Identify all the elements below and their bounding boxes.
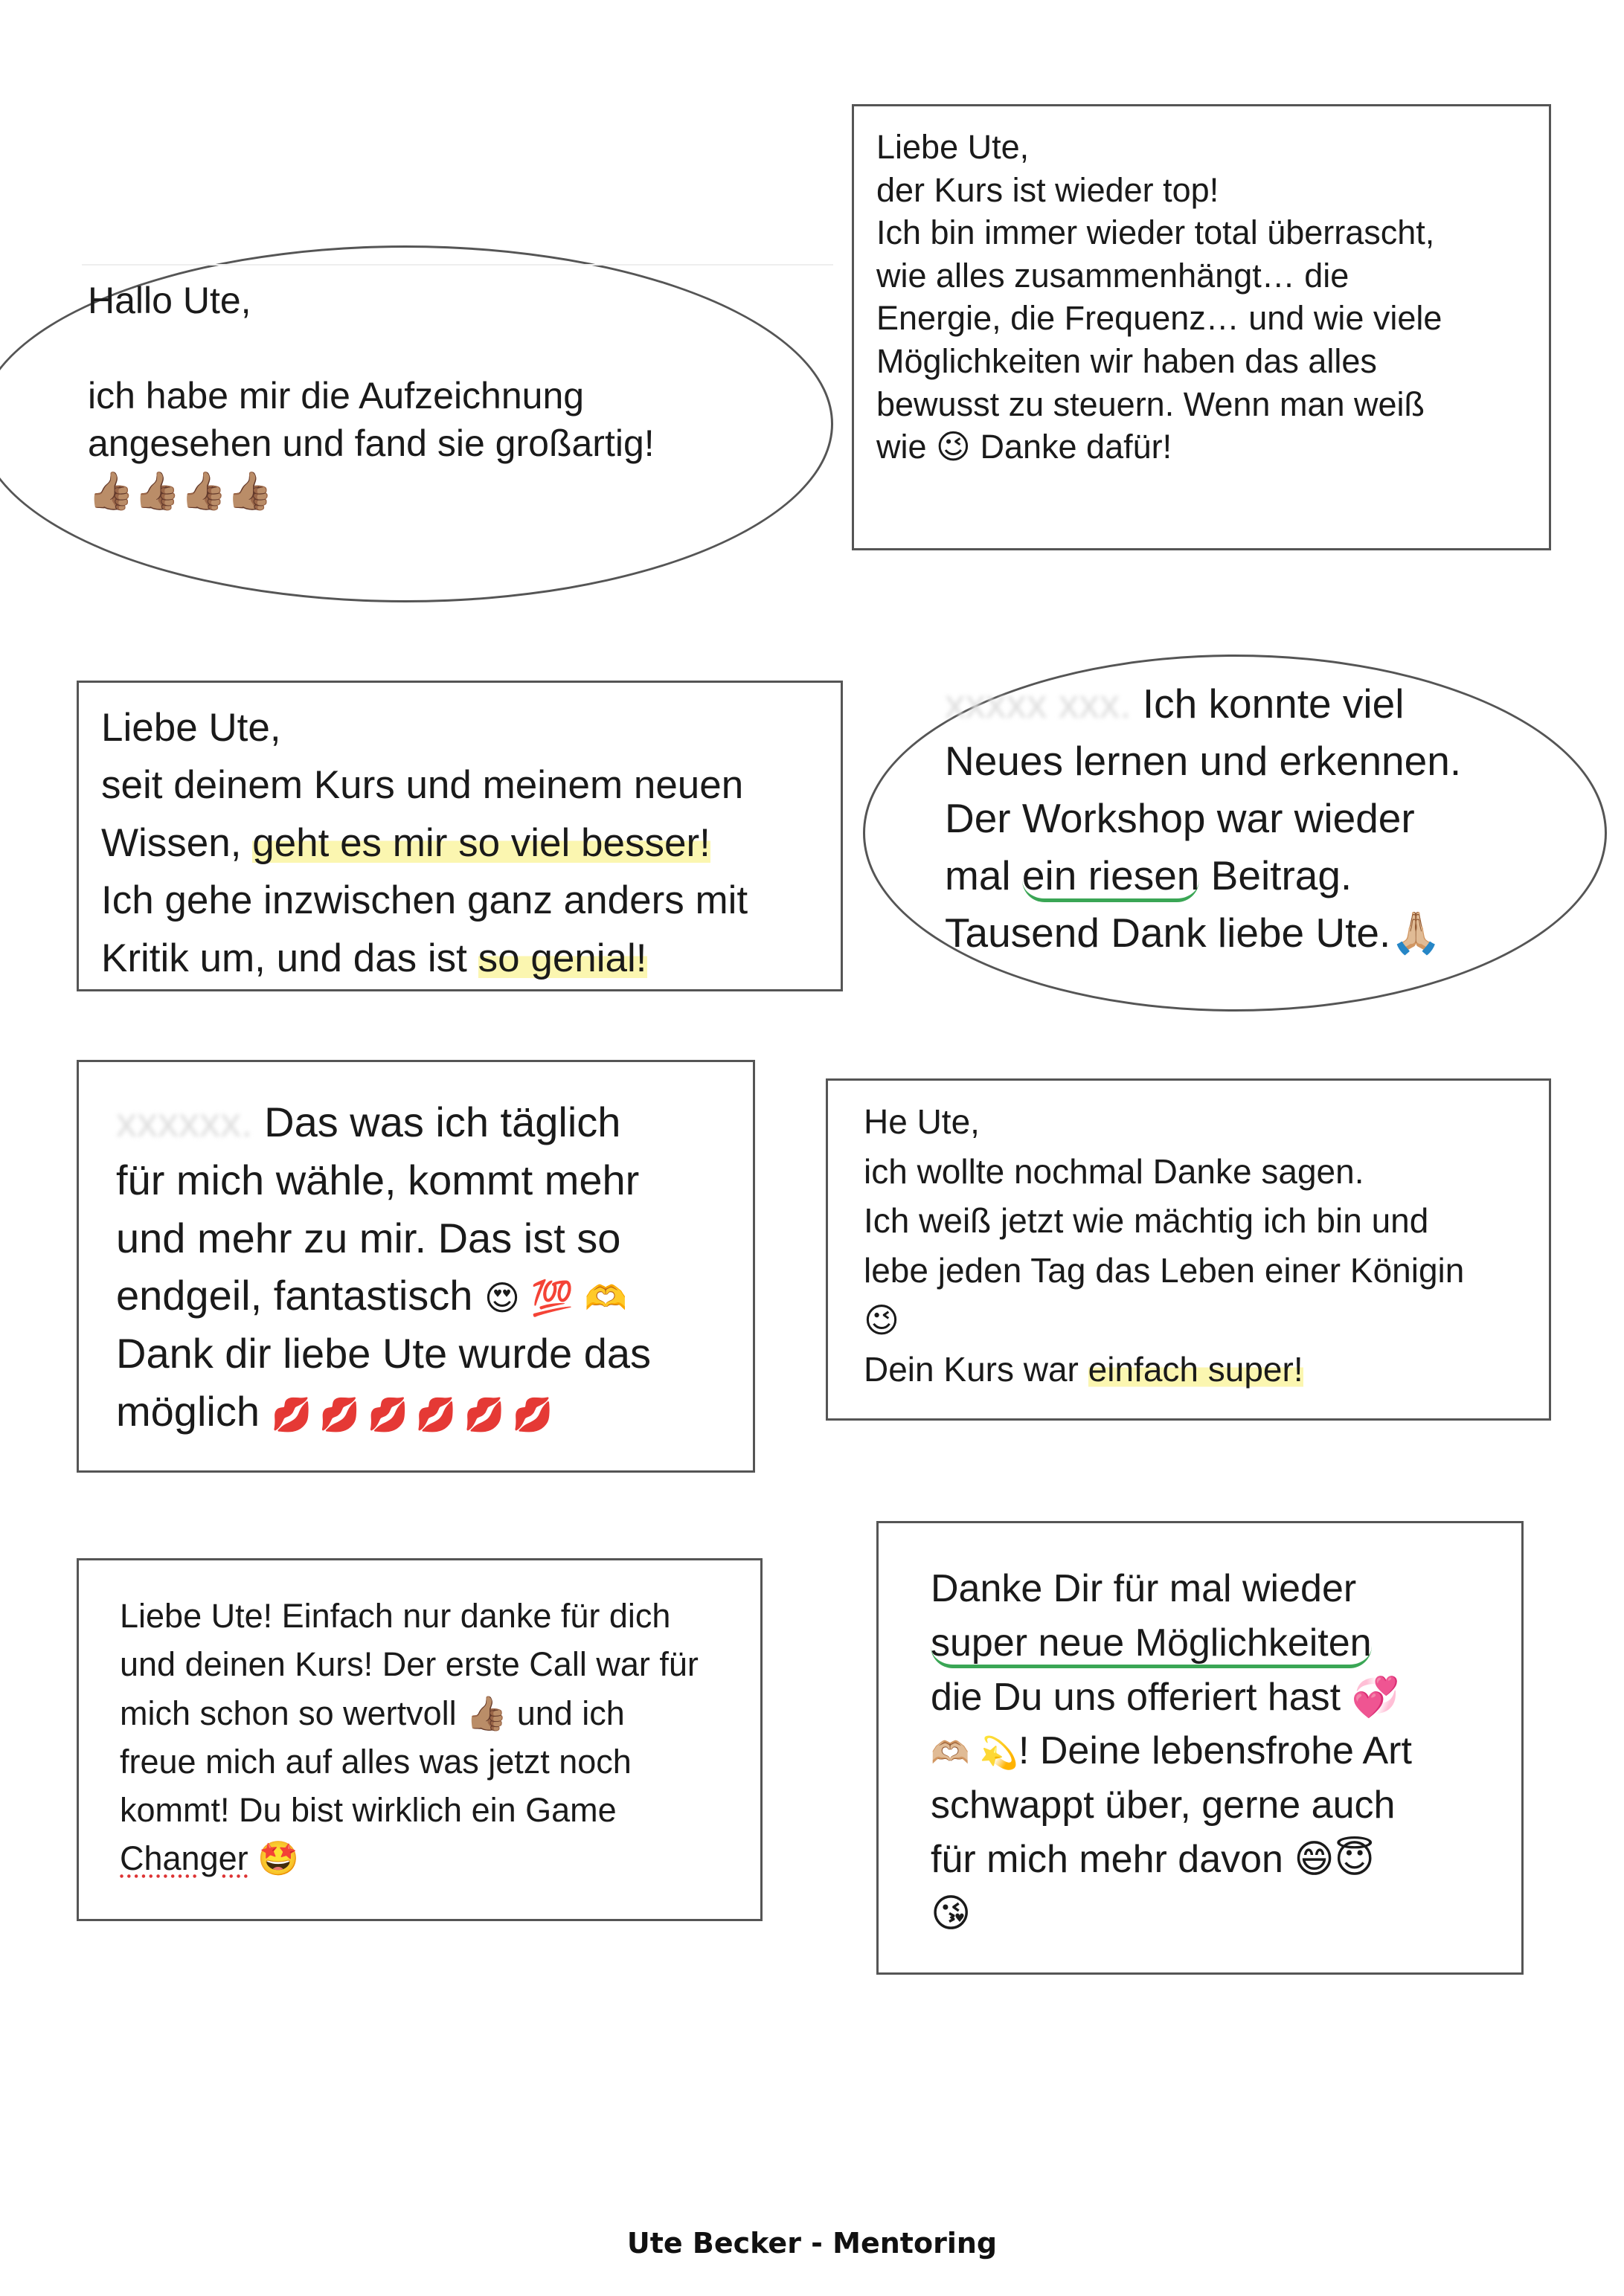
testimonial-line: schwappt über, gerne auch xyxy=(931,1784,1396,1827)
testimonial-line: Neues lernen und erkennen. xyxy=(945,738,1462,784)
heart-eyes-icon: 😍 💯 🫶 xyxy=(484,1278,627,1319)
testimonial-line: und deinen Kurs! Der erste Call war für xyxy=(120,1645,699,1684)
testimonial-line: He Ute, xyxy=(864,1102,980,1141)
testimonial-card-4 xyxy=(863,655,1607,1012)
smile-angel-icon: 😄😇 xyxy=(1294,1836,1375,1882)
redacted-name: xxxxx xxx. xyxy=(945,681,1132,727)
testimonial-line: Kritik um, und das ist so genial! xyxy=(101,936,647,980)
testimonial-line: Wissen, geht es mir so viel besser! xyxy=(101,820,710,865)
testimonial-line: für mich wähle, kommt mehr xyxy=(116,1156,640,1203)
testimonial-line: Energie, die Frequenz… und wie viele xyxy=(876,299,1442,338)
testimonial-line: Dank dir liebe Ute wurde das xyxy=(116,1330,652,1377)
testimonial-card-6 xyxy=(826,1078,1551,1421)
testimonial-card-7 xyxy=(77,1558,763,1921)
testimonial-line: Der Workshop war wieder xyxy=(945,795,1415,841)
testimonial-line: kommt! Du bist wirklich ein Game xyxy=(120,1791,617,1829)
spellcheck-underline: Changer xyxy=(120,1839,248,1878)
kiss-mark-icon: 💋💋💋💋💋💋 xyxy=(271,1396,561,1435)
testimonial-line: Liebe Ute, xyxy=(101,706,281,750)
testimonial-line xyxy=(931,1616,1412,1670)
testimonial-line: Dein Kurs war einfach super! xyxy=(864,1350,1303,1389)
testimonial-card-5 xyxy=(77,1060,755,1473)
testimonial-line: Liebe Ute, xyxy=(876,128,1030,166)
divider xyxy=(82,264,833,266)
testimonial-line: ich habe mir die Aufzeichnung xyxy=(88,375,585,417)
testimonial-line: xxxxx xxx. Ich konnte viel xyxy=(945,681,1405,727)
praying-hands-icon: 🙏🏼 xyxy=(1390,909,1442,956)
testimonial-line: Liebe Ute! Einfach nur danke für dich xyxy=(120,1597,671,1635)
testimonial-card-2 xyxy=(852,104,1551,550)
redacted-name: xxxxxx. xyxy=(116,1099,253,1145)
testimonial-line: mal ein riesen Beitrag. xyxy=(945,847,1461,904)
testimonial-line: wie 😉 Danke dafür! xyxy=(876,427,1172,467)
testimonial-line xyxy=(88,324,655,372)
wink-icon: 😉 xyxy=(936,427,971,467)
testimonial-line: endgeil, fantastisch 😍 💯 🫶 xyxy=(116,1272,627,1319)
highlight: geht es mir so viel besser! xyxy=(252,820,710,865)
testimonial-line: lebe jeden Tag das Leben einer Königin xyxy=(864,1251,1465,1290)
wink-icon: 😉 xyxy=(864,1299,899,1340)
testimonial-line: Ich bin immer wieder total überrascht, xyxy=(876,213,1435,252)
green-underline: super neue Möglichkeiten xyxy=(931,1621,1372,1668)
testimonial-line: Tausend Dank liebe Ute.🙏🏼 xyxy=(945,909,1442,956)
heart-hands-icon: 🫶🏼 💫 xyxy=(931,1734,1018,1772)
testimonial-line: 🫶🏼 💫! Deine lebensfrohe Art xyxy=(931,1729,1412,1773)
testimonial-line: Hallo Ute, xyxy=(88,280,251,321)
testimonial-line: freue mich auf alles was jetzt noch xyxy=(120,1742,632,1781)
testimonial-line: Möglichkeiten wir haben das alles xyxy=(876,341,1377,380)
testimonial-line: wie alles zusammenhängt… die xyxy=(876,256,1349,295)
highlight: so genial! xyxy=(478,936,647,980)
testimonial-line: Ich weiß jetzt wie mächtig ich bin und xyxy=(864,1201,1429,1241)
revolving-hearts-icon: 💞 xyxy=(1351,1674,1400,1720)
testimonial-line xyxy=(120,1834,699,1882)
testimonial-line: bewusst zu steuern. Wenn man weiß xyxy=(876,385,1425,423)
highlight: einfach super! xyxy=(1088,1350,1303,1389)
blowing-kiss-icon: 😘 xyxy=(931,1891,972,1936)
testimonial-line: möglich 💋💋💋💋💋💋 xyxy=(116,1388,561,1435)
star-struck-icon: 🤩 xyxy=(257,1839,300,1879)
testimonial-card-1 xyxy=(0,245,833,602)
green-underline: ein riesen xyxy=(1022,852,1199,902)
thumbs-up-icon: 👍🏽 xyxy=(466,1693,508,1733)
page-footer: Ute Becker - Mentoring xyxy=(626,2227,998,2260)
testimonial-card-8 xyxy=(876,1521,1524,1975)
testimonial-line: der Kurs ist wieder top! xyxy=(876,170,1219,209)
testimonial-line: Ich gehe inzwischen ganz anders mit xyxy=(101,878,748,923)
testimonial-line: seit deinem Kurs und meinem neuen xyxy=(101,763,744,808)
testimonial-line: angesehen und fand sie großartig! xyxy=(88,422,655,464)
testimonial-line: mich schon so wertvoll 👍🏽 und ich xyxy=(120,1693,625,1733)
testimonial-line: Danke Dir für mal wieder xyxy=(931,1567,1357,1610)
testimonial-line: und mehr zu mir. Das ist so xyxy=(116,1214,621,1261)
testimonial-line: xxxxxx. Das was ich täglich xyxy=(116,1099,621,1145)
testimonial-line: ich wollte nochmal Danke sagen. xyxy=(864,1151,1364,1191)
testimonial-line: für mich mehr davon 😄😇 xyxy=(931,1836,1375,1882)
testimonial-line: die Du uns offeriert hast 💞 xyxy=(931,1674,1400,1720)
testimonial-card-3 xyxy=(77,681,843,991)
thumbs-up-emojis: 👍🏽👍🏽👍🏽👍🏽 xyxy=(88,469,274,512)
